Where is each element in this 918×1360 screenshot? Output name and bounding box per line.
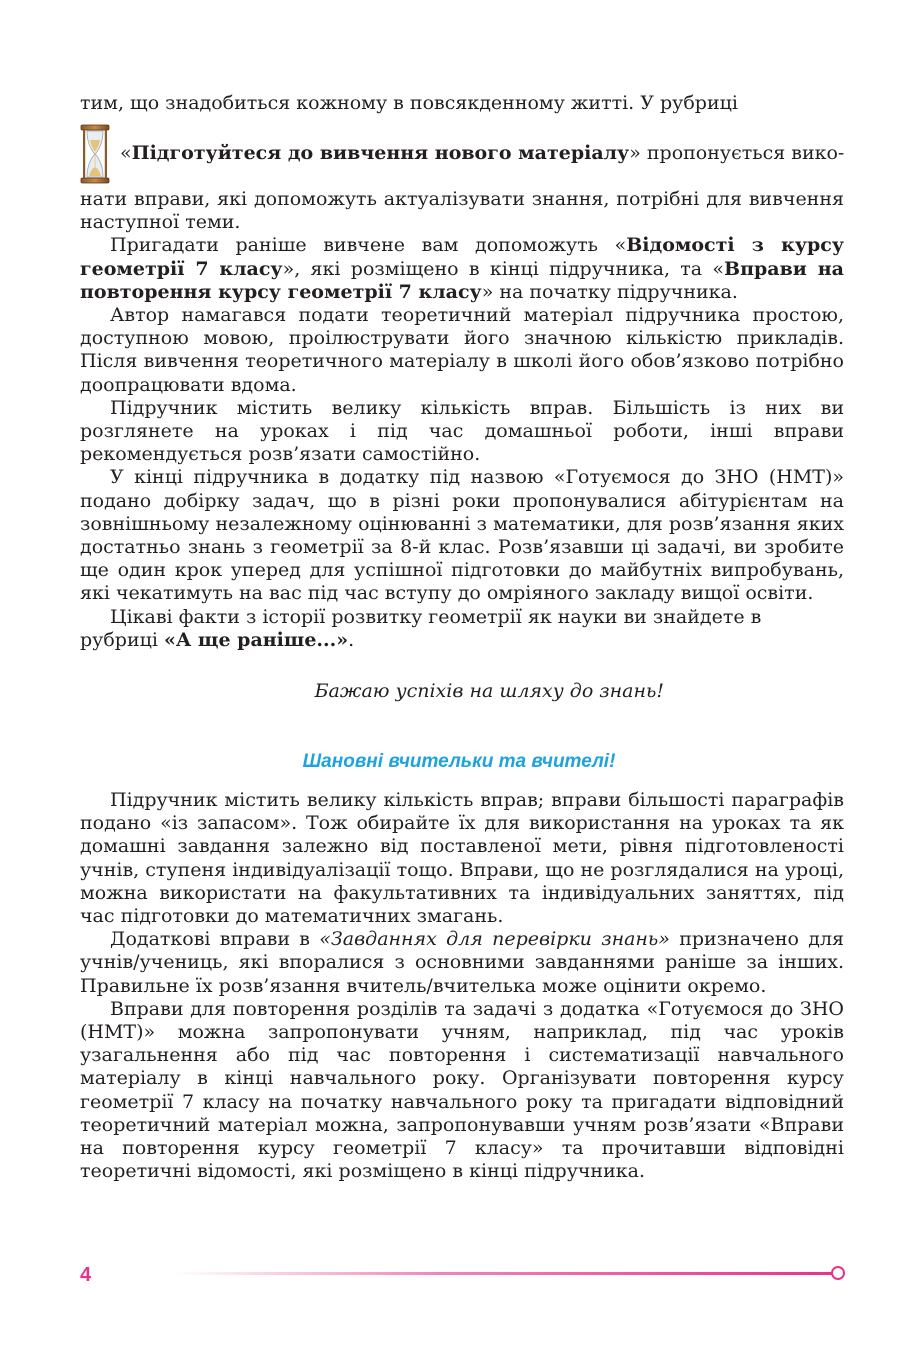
students-section (80, 188, 844, 652)
paragraph-exercises: Підручник містить велику кількість вправ. Більшість із них ви розглянете на уроках і під час домашньої роботи, інші вправи рекомендується розв’язати самостійно. (80, 396, 844, 466)
footer-rule (175, 1272, 832, 1275)
paragraph-recall (80, 234, 844, 304)
hourglass-icon (80, 124, 110, 184)
paragraph-history (80, 606, 844, 652)
intro-continuation: нати вправи, які допоможуть актуалізувати знання, потрібні для вивчення наступної теми. (80, 188, 844, 234)
intro-line: тим, що знадобиться кожному в повсякденному житті. У рубриці (80, 92, 738, 114)
rubric-quote-open: « (120, 142, 132, 164)
paragraph-history-bold: «А ще раніше...» (163, 628, 349, 651)
paragraph-recall-bold-2: Вправи на повторення курсу геометрії 7 класу (80, 257, 844, 303)
paragraph-recall-bold-1: Відомості з курсу геометрії 7 класу (80, 234, 844, 280)
paragraph-author: Автор намагався подати теоретичний матеріал підручника простою, доступною мовою, проілюструвати його значною кількістю прикладів. Після вивчення теоретичного матеріалу в школі його обов’язково потрібно доопрацювати вдома. (80, 304, 844, 396)
paragraph-zno: У кінці підручника в додатку під назвою «Готуємося до ЗНО (НМТ)» подано добірку задач, що в різні роки пропонувалися абітурієнтам на зовнішньому незалежному оцінюванні з математики, для розв’язання яких достатньо знань з геометрії за 8-й клас. Розв’язавши ці задачі, ви зробите ще один крок уперед для успішної підготовки до майбутніх випробувань, які чекатимуть на вас під час вступу до омріяного закладу вищої освіти. (80, 466, 844, 605)
paragraph-history-before: Цікаві факти з історії розвитку геометрії як науки ви знайдете в рубриці (80, 605, 762, 651)
paragraph-history-after: . (348, 628, 355, 651)
teachers-section (80, 789, 844, 1183)
intro-text (80, 92, 844, 115)
rubric-title: Підготуйтеся до вивчення нового матеріалу (131, 142, 630, 164)
paragraph-additional-before: Додаткові вправи в (110, 928, 320, 951)
paragraph-recall-before: Пригадати раніше вивчене вам допоможуть « (110, 234, 627, 257)
signoff: Бажаю успіхів на шляху до знань! (314, 680, 664, 702)
footer-circle-ornament (831, 1266, 845, 1280)
page-number: 4 (80, 1264, 92, 1286)
paragraph-additional-after: призначено для учнів/учениць, які впоралися з основними завданнями раніше за інших. Правильне їх розв’язання вчитель/вчителька може оцінити окремо. (80, 928, 844, 997)
paragraph-recall-middle: », які розміщено в кінці підручника, та « (282, 257, 725, 280)
rubric-quote-close: » (629, 142, 641, 164)
rubric-row (80, 124, 844, 186)
rubric-line (120, 142, 844, 165)
paragraph-additional-italic: «Завданнях для перевірки знань» (319, 928, 670, 951)
paragraph-additional (80, 928, 844, 998)
paragraph-teachers-exercises: Підручник містить велику кількість вправ; вправи більшості параграфів подано «із запасом». Тож обирайте їх для використання на уроках та як домашні завдання залежно від поставленої мети, рівня підготовленості учнів, ступеня індивідуалізації тощо. Вправи, що не розглядалися на уроці, можна використати на факультативних та індивідуальних заняттях, під час підготовки до математичних змагань. (80, 789, 844, 928)
paragraph-review: Вправи для повторення розділів та задачі з додатка «Готуємося до ЗНО (НМТ)» можна запропонувати учням, наприклад, під час уроків узагальнення або під час повторення і систематизації навчального матеріалу в кінці навчального року. Організувати повторення курсу геометрії 7 класу на початку навчального року та пригадати відповідний теоретичний матеріал можна, запропонувавши учням розв’язати «Вправи на повторення курсу геометрії 7 класу» та прочитавши відповідні теоретичні відомості, які розміщено в кінці підручника. (80, 997, 844, 1183)
rubric-rest: пропонується вико- (640, 142, 845, 164)
paragraph-recall-after: » на початку підручника. (481, 280, 738, 303)
teachers-heading: Шановні вчительки та вчителі! (302, 751, 616, 772)
